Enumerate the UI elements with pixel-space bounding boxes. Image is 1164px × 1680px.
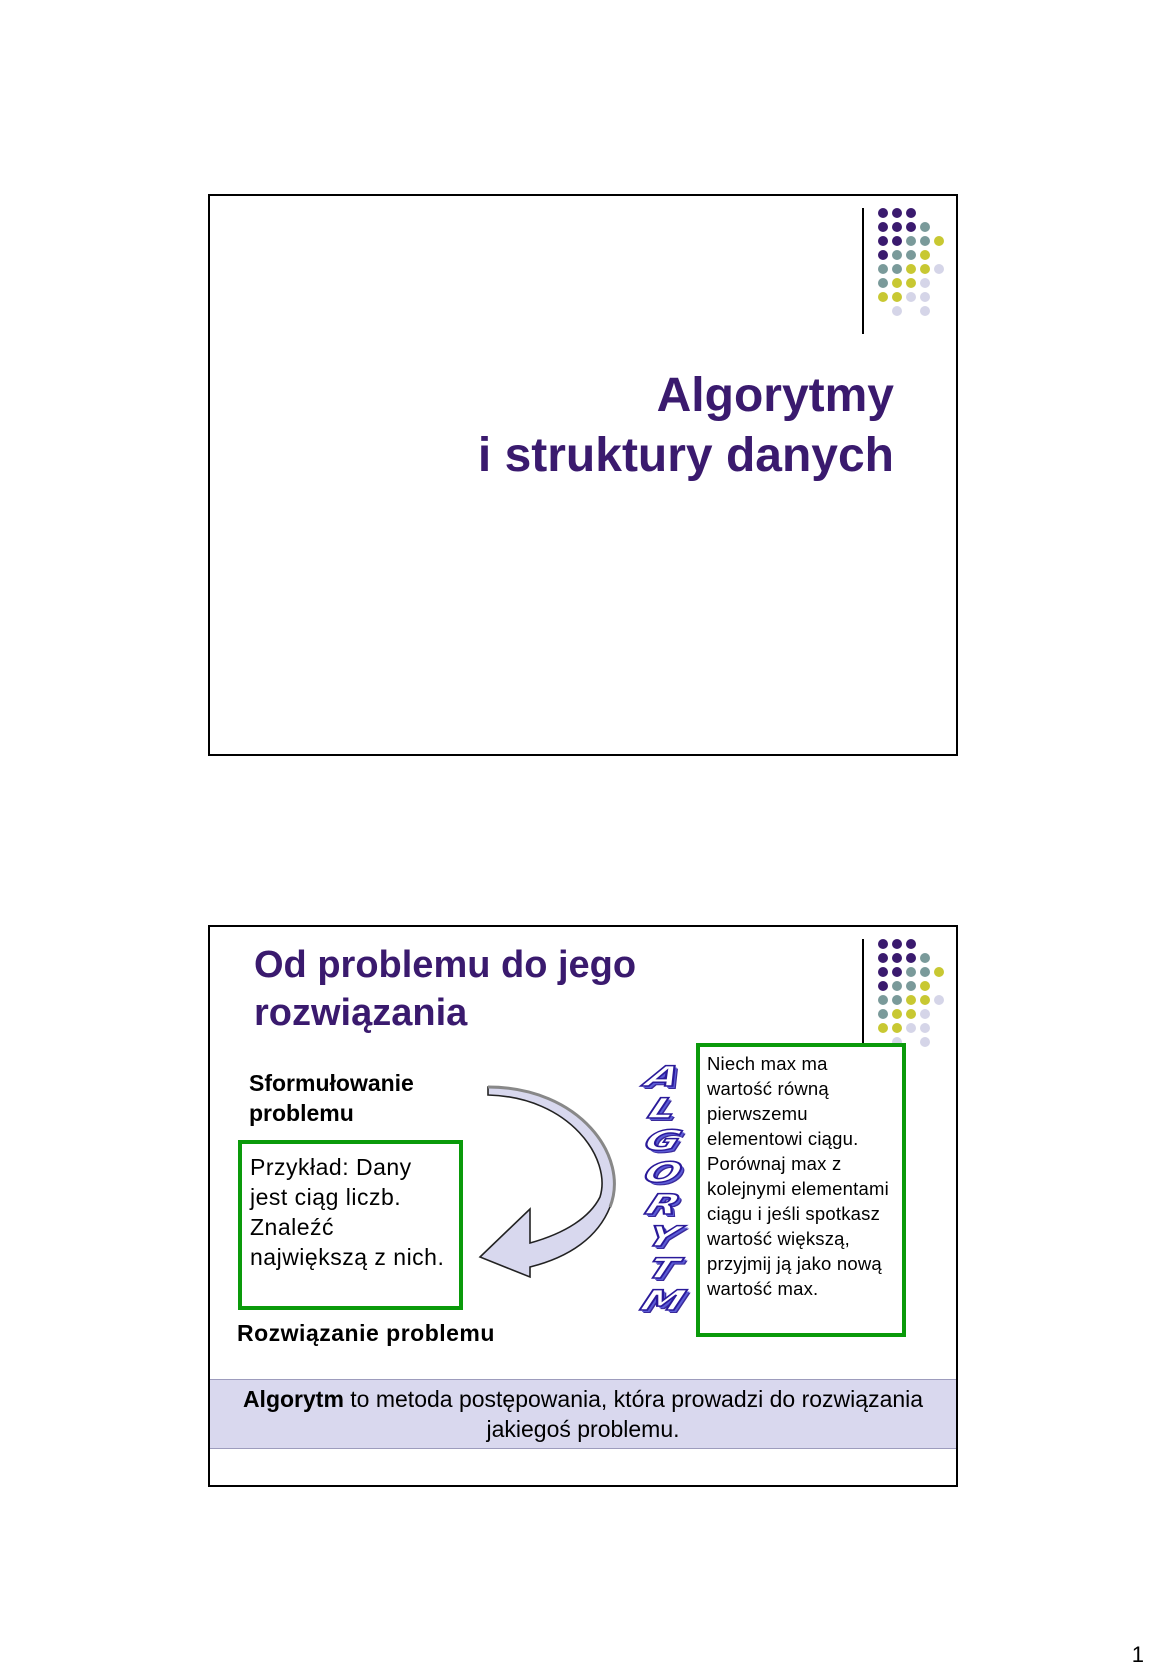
decor-dot <box>906 967 916 977</box>
decor-dot <box>892 1023 902 1033</box>
decor-dot <box>906 995 916 1005</box>
decor-dot <box>906 236 916 246</box>
decor-dot <box>892 208 902 218</box>
decor-dot <box>892 236 902 246</box>
decor-dot <box>920 1037 930 1047</box>
decor-dot <box>892 953 902 963</box>
decor-dot <box>906 953 916 963</box>
solution-label: Rozwiązanie problemu <box>237 1320 495 1346</box>
decor-line <box>862 208 864 334</box>
decor-dot <box>892 981 902 991</box>
decor-dot <box>892 250 902 260</box>
decor-dot <box>878 939 888 949</box>
decor-dot <box>906 250 916 260</box>
decor-dot <box>878 995 888 1005</box>
decor-dot <box>906 208 916 218</box>
decor-dot <box>906 264 916 274</box>
decor-dot <box>934 236 944 246</box>
decor-dot <box>920 222 930 232</box>
decor-dot <box>892 278 902 288</box>
decor-dot <box>892 995 902 1005</box>
decor-dot <box>906 292 916 302</box>
decor-dot <box>906 222 916 232</box>
algorithm-text: Niech max ma wartość równą pierwszemu elementowi ciągu. Porównaj max z kolejnymi elementami ciągu i jeśli spotkasz wartość większą, przyjmij ją jako nową wartość max. <box>707 1053 889 1299</box>
wordart-letter: T <box>642 1252 684 1285</box>
wordart-letter: A <box>640 1060 686 1093</box>
decor-dot <box>878 967 888 977</box>
wordart-letter: M <box>636 1284 691 1317</box>
example-box <box>238 1140 463 1310</box>
decor-dot <box>920 278 930 288</box>
decor-dot <box>892 939 902 949</box>
decor-dot <box>878 278 888 288</box>
definition-text: to metoda postępowania, która prowadzi do rozwiązania jakiegoś problemu. <box>343 1386 924 1442</box>
slide-title <box>208 194 958 756</box>
decor-dot <box>920 1023 930 1033</box>
wordart-letter: G <box>639 1124 687 1157</box>
decor-dot <box>878 222 888 232</box>
heading-line-1: Od problemu do jego <box>254 944 637 986</box>
curved-arrow-icon <box>470 1077 630 1307</box>
problem-label <box>249 1068 414 1128</box>
decor-dot <box>906 278 916 288</box>
heading-line-2: rozwiązania <box>254 992 468 1034</box>
example-text: Przykład: Dany jest ciąg liczb. Znaleźć największą z nich. <box>250 1154 445 1270</box>
decor-dot <box>878 236 888 246</box>
decor-dot <box>920 1009 930 1019</box>
problem-label-line-2: problemu <box>249 1100 354 1126</box>
decor-dot <box>920 981 930 991</box>
decor-dot <box>892 264 902 274</box>
decor-dot <box>906 939 916 949</box>
decor-dot <box>920 953 930 963</box>
decor-dot <box>906 1009 916 1019</box>
decor-dot <box>934 264 944 274</box>
page-title <box>478 366 894 486</box>
decor-dot <box>920 995 930 1005</box>
algorithm-box <box>696 1043 906 1337</box>
decor-dot <box>920 264 930 274</box>
decor-dot <box>878 1023 888 1033</box>
title-line-2: i struktury danych <box>477 429 894 482</box>
problem-label-line-1: Sformułowanie <box>249 1070 414 1096</box>
algorytm-wordart <box>628 1061 698 1317</box>
decor-dot <box>920 306 930 316</box>
slide-problem-to-solution <box>208 925 958 1487</box>
decor-dot <box>878 1009 888 1019</box>
slide-heading <box>254 941 636 1037</box>
decor-dot <box>878 953 888 963</box>
decor-dot <box>906 981 916 991</box>
decor-dot <box>934 995 944 1005</box>
decor-dot <box>892 222 902 232</box>
definition-term: Algorytm <box>242 1386 344 1412</box>
decor-dot <box>934 967 944 977</box>
wordart-letter: O <box>639 1156 688 1189</box>
decor-dot <box>878 250 888 260</box>
decor-dot <box>920 967 930 977</box>
decor-dot <box>892 1009 902 1019</box>
decor-dot <box>892 967 902 977</box>
title-line-1: Algorytmy <box>656 369 894 422</box>
decor-dot <box>906 1023 916 1033</box>
wordart-letter: R <box>640 1188 686 1221</box>
definition-band <box>210 1379 956 1449</box>
decor-dot <box>892 306 902 316</box>
decor-dot <box>920 236 930 246</box>
page-number: 1 <box>1131 1642 1144 1667</box>
wordart-letter: L <box>643 1092 683 1125</box>
decor-dot <box>878 208 888 218</box>
decor-dot <box>892 292 902 302</box>
decor-dot <box>878 981 888 991</box>
decor-dot <box>878 264 888 274</box>
decor-dot <box>920 292 930 302</box>
decor-dot <box>878 292 888 302</box>
wordart-letter: Y <box>641 1220 685 1253</box>
decor-dot <box>920 250 930 260</box>
